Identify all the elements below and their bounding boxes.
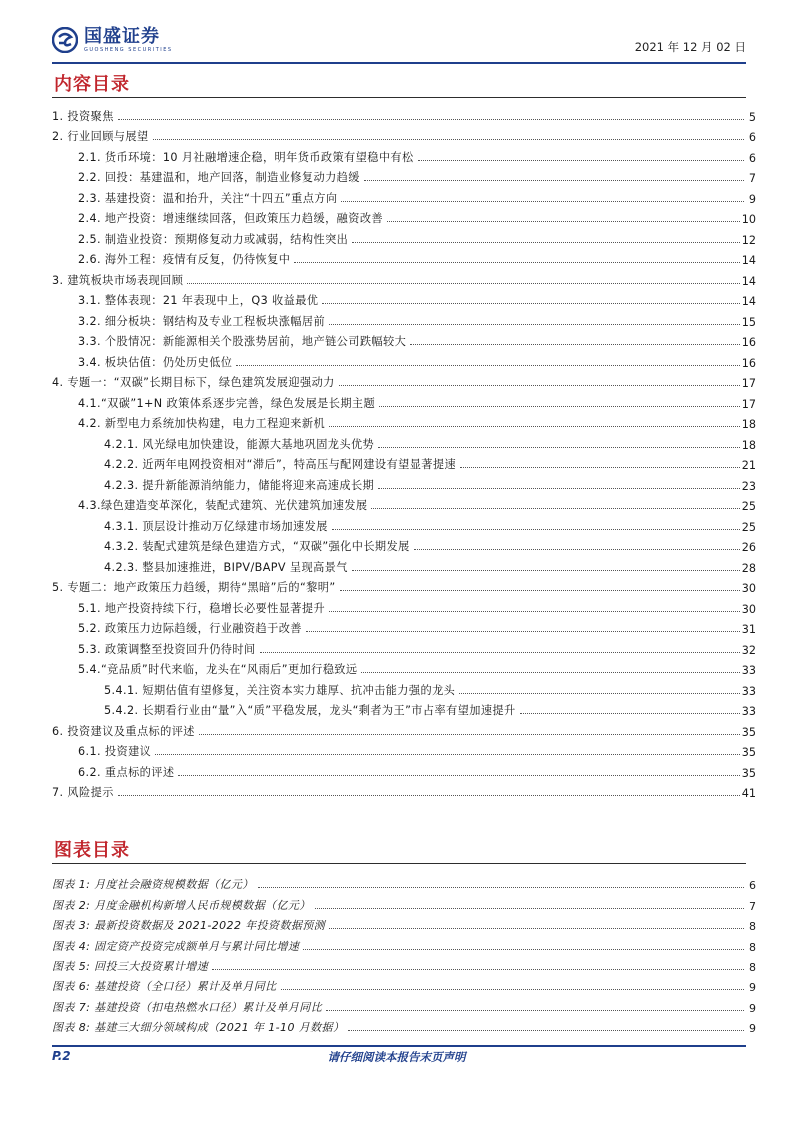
toc-entry[interactable] [52, 431, 756, 452]
toc-entry-page: 5 [748, 110, 756, 124]
figure-leader-dots [326, 1010, 744, 1011]
toc-entry[interactable] [52, 247, 756, 268]
toc-entry-page: 28 [741, 561, 756, 575]
figure-entry[interactable] [52, 933, 756, 953]
figure-list [52, 872, 756, 1035]
figure-entry-page: 9 [749, 981, 756, 995]
toc-entry-page: 12 [741, 233, 756, 247]
figure-entry-page: 7 [749, 899, 756, 913]
toc-entry-page: 9 [748, 192, 756, 206]
toc-entry[interactable] [52, 124, 756, 145]
toc-entry-page: 25 [741, 500, 756, 513]
toc-entry[interactable] [52, 206, 756, 227]
table-of-contents [52, 103, 756, 800]
toc-entry[interactable] [52, 308, 756, 329]
toc-leader-dots [329, 324, 740, 325]
toc-entry-label: 2. 行业回顾与展望 [52, 130, 149, 143]
toc-entry-label: 3.2. 细分板块：钢结构及专业工程板块涨幅居前 [78, 314, 326, 328]
toc-entry[interactable] [52, 657, 756, 678]
toc-entry-page: 14 [741, 274, 756, 288]
figure-entry[interactable] [52, 872, 756, 892]
toc-entry-page: 18 [741, 418, 756, 431]
toc-entry[interactable] [52, 493, 756, 514]
toc-entry[interactable] [52, 677, 756, 698]
toc-entry-label: 3.3. 个股情况：新能源相关个股涨势居前，地产链公司跌幅较大 [78, 335, 407, 348]
toc-entry-page: 21 [741, 459, 756, 472]
brand-logo-icon [52, 27, 78, 53]
toc-leader-dots [371, 508, 739, 509]
toc-entry-label: 5.4.“竞品质”时代来临，龙头在“风雨后”更加行稳致远 [78, 663, 358, 676]
toc-entry-label: 6.1. 投资建议 [78, 745, 152, 758]
toc-leader-dots [178, 775, 739, 776]
toc-entry-label: 4.2.3. 整县加速推进，BIPV/BAPV 呈现高景气 [104, 560, 348, 574]
toc-leader-dots [322, 303, 739, 304]
toc-entry-page: 14 [741, 254, 756, 267]
figure-entry-label: 图表 5: 回投三大投资累计增速 [52, 959, 209, 973]
toc-entry-page: 41 [741, 787, 756, 800]
toc-leader-dots [341, 201, 744, 202]
toc-leader-dots [153, 139, 744, 140]
toc-entry-label: 7. 风险提示 [52, 786, 114, 799]
toc-entry-page: 17 [741, 377, 756, 390]
toc-entry[interactable] [52, 288, 756, 309]
figure-leader-dots [303, 949, 744, 950]
toc-leader-dots [352, 570, 740, 571]
toc-entry-label: 5.2. 政策压力边际趋缓，行业融资趋于改善 [78, 622, 302, 635]
toc-entry-page: 23 [741, 479, 756, 493]
toc-leader-dots [378, 488, 740, 489]
toc-entry-page: 35 [741, 725, 756, 739]
figure-leader-dots [258, 887, 744, 888]
figure-entry-page: 6 [749, 879, 756, 893]
toc-entry-label: 4.2.2. 近两年电网投资相对“滞后”，特高压与配网建设有望显著提速 [104, 458, 457, 471]
toc-entry-label: 4. 专题一：“双碳”长期目标下，绿色建筑发展迎强动力 [52, 376, 335, 389]
toc-entry-page: 14 [741, 295, 756, 308]
toc-leader-dots [118, 119, 744, 120]
toc-entry[interactable] [52, 575, 756, 596]
toc-entry[interactable] [52, 780, 756, 801]
toc-entry-label: 4.2.3. 提升新能源消纳能力，储能将迎来高速成长期 [104, 478, 375, 492]
toc-leader-dots [260, 652, 740, 653]
figure-entry[interactable] [52, 974, 756, 994]
toc-entry-label: 4.2.1. 风光绿电加快建设，能源大基地巩固龙头优势 [104, 437, 375, 451]
toc-entry-label: 5.1. 地产投资持续下行，稳增长必要性显著提升 [78, 601, 326, 615]
toc-entry-page: 16 [741, 336, 756, 349]
toc-entry-label: 4.1.“双碳”1+N 政策体系逐步完善，绿色发展是长期主题 [78, 396, 376, 410]
report-date: 2021 年 12 月 02 日 [634, 40, 746, 54]
toc-entry-page: 32 [741, 643, 756, 657]
toc-entry-page: 6 [748, 131, 756, 144]
figure-leader-dots [348, 1030, 744, 1031]
figure-entry-label: 图表 4: 固定资产投资完成额单月与累计同比增速 [52, 939, 300, 953]
toc-entry-label: 2.1. 货币环境：10 月社融增速企稳，明年货币政策有望稳中有松 [78, 150, 414, 164]
toc-entry-label: 3.4. 板块估值：仍处历史低位 [78, 355, 233, 369]
figure-entry-page: 9 [749, 1022, 756, 1036]
toc-entry-page: 18 [741, 438, 756, 452]
toc-leader-dots [414, 549, 740, 550]
figure-entry-page: 8 [749, 940, 756, 954]
toc-entry[interactable] [52, 513, 756, 534]
toc-entry[interactable] [52, 390, 756, 411]
footer-divider [52, 1045, 746, 1047]
toc-entry-page: 10 [741, 213, 756, 226]
toc-entry-page: 35 [741, 766, 756, 780]
toc-entry-page: 26 [741, 541, 756, 554]
toc-leader-dots [155, 754, 739, 755]
toc-leader-dots [410, 344, 740, 345]
toc-entry-label: 4.3.2. 装配式建筑是绿色建造方式，“双碳”强化中长期发展 [104, 540, 410, 553]
toc-leader-dots [352, 242, 740, 243]
toc-entry-label: 6. 投资建议及重点标的评述 [52, 724, 195, 738]
figure-entry-page: 8 [749, 920, 756, 934]
toc-entry-label: 2.4. 地产投资：增速继续回落，但政策压力趋缓，融资改善 [78, 212, 384, 225]
toc-entry-page: 6 [748, 151, 756, 165]
toc-entry-label: 2.5. 制造业投资：预期修复动力或减弱，结构性突出 [78, 232, 349, 246]
figure-entry-label: 图表 7: 基建投资（扣电热燃水口径）累计及单月同比 [52, 1000, 323, 1014]
toc-entry-page: 30 [741, 602, 756, 616]
toc-leader-dots [236, 365, 739, 366]
toc-entry-label: 1. 投资聚焦 [52, 109, 114, 123]
toc-entry[interactable] [52, 267, 756, 288]
figure-entry[interactable] [52, 1015, 756, 1035]
toc-leader-dots [418, 160, 744, 161]
toc-entry[interactable] [52, 226, 756, 247]
toc-entry-page: 33 [741, 664, 756, 677]
toc-entry-label: 2.6. 海外工程：疫情有反复，仍待恢复中 [78, 253, 291, 266]
toc-title: 内容目录 [54, 74, 130, 95]
toc-entry[interactable] [52, 329, 756, 350]
brand-name-cn: 国盛证券 [84, 25, 160, 47]
toc-entry-page: 35 [741, 746, 756, 759]
toc-leader-dots [118, 795, 740, 796]
toc-leader-dots [187, 283, 739, 284]
toc-leader-dots [332, 529, 740, 530]
toc-entry-label: 5.3. 政策调整至投资回升仍待时间 [78, 642, 256, 656]
toc-entry[interactable] [52, 698, 756, 719]
toc-entry-label: 5.4.1. 短期估值有望修复，关注资本实力雄厚、抗冲击能力强的龙头 [104, 683, 456, 697]
toc-leader-dots [379, 406, 740, 407]
toc-entry-label: 6.2. 重点标的评述 [78, 765, 175, 779]
toc-leader-dots [378, 447, 740, 448]
figures-title: 图表目录 [54, 840, 130, 861]
page-number: P.2 [52, 1049, 71, 1063]
figure-entry-page: 8 [749, 960, 756, 974]
header-divider [52, 62, 746, 64]
toc-entry-label: 3.1. 整体表现：21 年表现中上，Q3 收益最优 [78, 294, 319, 307]
toc-entry[interactable] [52, 349, 756, 370]
toc-entry-page: 15 [741, 315, 756, 329]
toc-entry[interactable] [52, 739, 756, 760]
figure-entry-label: 图表 8: 基建三大细分领域构成（2021 年 1-10 月数据） [52, 1021, 345, 1035]
toc-entry-page: 16 [741, 356, 756, 370]
figures-title-divider [52, 863, 746, 864]
toc-entry-label: 5.4.2. 长期看行业由“量”入“质”平稳发展，龙头“剩者为王”市占率有望加速提升 [104, 704, 516, 717]
toc-entry[interactable] [52, 595, 756, 616]
toc-entry[interactable] [52, 616, 756, 637]
toc-entry-label: 5. 专题二：地产政策压力趋缓，期待“黑暗”后的“黎明” [52, 581, 336, 594]
toc-leader-dots [361, 672, 739, 673]
toc-entry-label: 2.2. 回投：基建温和，地产回落，制造业修复动力趋缓 [78, 171, 360, 184]
toc-entry-label: 4.2. 新型电力系统加快构建，电力工程迎来新机 [78, 417, 326, 430]
toc-entry[interactable] [52, 452, 756, 473]
toc-leader-dots [306, 631, 740, 632]
toc-entry[interactable] [52, 370, 756, 391]
figure-leader-dots [329, 928, 744, 929]
toc-leader-dots [329, 426, 740, 427]
figure-entry-page: 9 [749, 1001, 756, 1015]
toc-entry-page: 30 [741, 582, 756, 595]
toc-leader-dots [460, 467, 740, 468]
toc-entry-page: 33 [741, 705, 756, 718]
figure-entry[interactable] [52, 913, 756, 933]
toc-leader-dots [199, 734, 740, 735]
toc-entry-label: 2.3. 基建投资：温和抬升，关注“十四五”重点方向 [78, 191, 338, 205]
toc-entry-page: 31 [741, 623, 756, 636]
brand-name-en: GUOSHENG SECURITIES [84, 46, 173, 53]
toc-entry[interactable] [52, 185, 756, 206]
toc-entry-label: 3. 建筑板块市场表现回顾 [52, 273, 184, 287]
disclaimer-note: 请仔细阅读本报告末页声明 [327, 1050, 466, 1064]
page-header [52, 22, 746, 62]
toc-entry[interactable] [52, 165, 756, 186]
toc-entry-page: 17 [741, 397, 756, 411]
toc-entry-page: 33 [741, 684, 756, 698]
toc-entry[interactable] [52, 411, 756, 432]
brand-logo [52, 22, 173, 58]
figure-entry[interactable] [52, 954, 756, 974]
toc-leader-dots [294, 262, 739, 263]
toc-entry[interactable] [52, 144, 756, 165]
toc-entry-label: 4.3.绿色建造变革深化，装配式建筑、光伏建筑加速发展 [78, 499, 368, 512]
figure-leader-dots [315, 908, 744, 909]
toc-entry[interactable] [52, 554, 756, 575]
figure-entry-label: 图表 3: 最新投资数据及 2021-2022 年投资数据预测 [52, 919, 326, 933]
toc-entry-label: 4.3.1. 顶层设计推动万亿绿建市场加速发展 [104, 519, 328, 533]
toc-title-divider [52, 97, 746, 98]
figure-entry[interactable] [52, 892, 756, 912]
toc-entry[interactable] [52, 636, 756, 657]
figure-leader-dots [281, 989, 745, 990]
toc-entry[interactable] [52, 534, 756, 555]
toc-entry[interactable] [52, 472, 756, 493]
figure-entry-label: 图表 6: 基建投资（全口径）累计及单月同比 [52, 980, 277, 994]
toc-leader-dots [329, 611, 740, 612]
figure-entry[interactable] [52, 994, 756, 1014]
toc-leader-dots [364, 180, 744, 181]
figure-entry-label: 图表 1: 月度社会融资规模数据（亿元） [52, 878, 254, 892]
toc-leader-dots [387, 221, 740, 222]
toc-entry-page: 7 [748, 172, 756, 185]
toc-leader-dots [339, 385, 740, 386]
figure-leader-dots [212, 969, 744, 970]
toc-entry[interactable] [52, 718, 756, 739]
figure-entry-label: 图表 2: 月度金融机构新增人民币规模数据（亿元） [52, 898, 311, 912]
toc-entry[interactable] [52, 759, 756, 780]
toc-leader-dots [340, 590, 740, 591]
toc-entry[interactable] [52, 103, 756, 124]
toc-entry-page: 25 [741, 520, 756, 534]
toc-leader-dots [459, 693, 740, 694]
toc-leader-dots [520, 713, 740, 714]
